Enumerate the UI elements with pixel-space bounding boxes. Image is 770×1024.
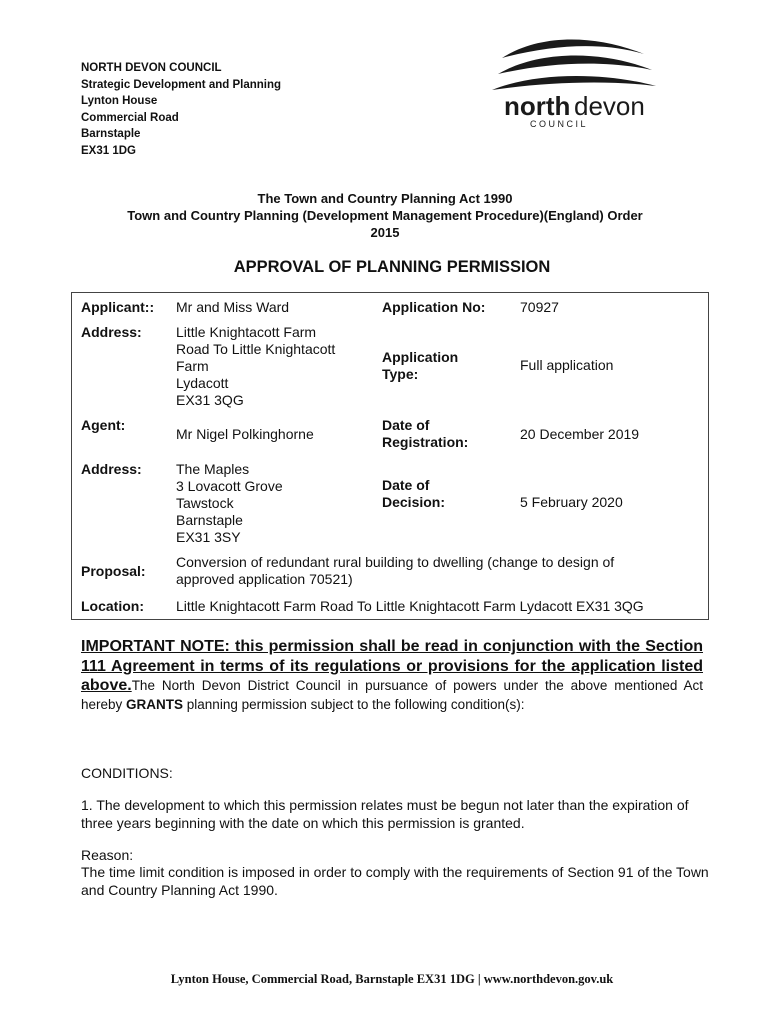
address-value [176, 324, 335, 409]
page-footer: Lynton House, Commercial Road, Barnstaple EX31 1DG | www.northdevon.gov.uk [170, 972, 614, 986]
application-details-box [71, 292, 709, 620]
proposal-value [176, 554, 614, 588]
date-decision-label-line: Date of [382, 477, 430, 493]
notice-text-after: planning permission subject to the following condition(s): [183, 696, 525, 712]
reason-heading: Reason: [81, 847, 134, 863]
date-registration-label-line: Date of [382, 417, 430, 433]
important-notice [81, 637, 703, 713]
reason-text: The time limit condition is imposed in order to comply with the requirements of Section 91 of the Town and Country Planning Act 1990. [81, 864, 709, 898]
agent-address-label: Address: [81, 461, 142, 477]
proposal-label: Proposal: [81, 563, 146, 579]
council-address-line: EX31 1DG [81, 144, 136, 157]
proposal-line: approved application 70521) [176, 571, 353, 587]
date-decision-label [382, 477, 445, 511]
address-line: Lydacott [176, 375, 229, 391]
agent-label: Agent: [81, 417, 126, 433]
council-address-line: Barnstaple [81, 128, 141, 140]
agent-address-line: 3 Lovacott Grove [176, 478, 283, 494]
location-value: Little Knightacott Farm Road To Little Knightacott Farm Lydacott EX31 3QG [176, 598, 644, 614]
council-address-line: Strategic Development and Planning [81, 78, 282, 91]
act-headings [60, 190, 710, 241]
page-title: APPROVAL OF PLANNING PERMISSION [233, 258, 551, 276]
address-line: EX31 3QG [176, 392, 244, 408]
application-type-value: Full application [520, 357, 614, 373]
agent-address-line: Barnstaple [176, 512, 243, 528]
address-line: Road To Little Knightacott [176, 341, 336, 357]
applicant-label: Applicant:: [81, 299, 155, 315]
order-line: Town and Country Planning (Development Management Procedure)(England) Order [127, 208, 643, 223]
agent-address-line: Tawstock [176, 495, 234, 511]
council-address-line: Commercial Road [81, 111, 179, 124]
logo-word-devon: devon [574, 91, 645, 121]
agent-address-line: The Maples [176, 461, 250, 477]
application-type-label-line: Application [382, 349, 459, 365]
proposal-line: Conversion of redundant rural building to dwelling (change to design of [176, 554, 615, 570]
council-address-line: Lynton House [81, 95, 158, 107]
application-type-label [382, 349, 458, 383]
condition-1: 1. The development to which this permission relates must be begun not later than the expiration of three years beginning with the date on which this permission is granted. [81, 797, 689, 831]
notice-text-before: The North Devon District Council in pursuance of powers under the above mentioned Act hereby [81, 678, 703, 712]
applicant-value: Mr and Miss Ward [176, 299, 290, 315]
council-address-line: NORTH DEVON COUNCIL [81, 62, 222, 74]
address-line: Farm [176, 358, 209, 374]
council-address [81, 60, 281, 159]
order-year-line: 2015 [370, 225, 400, 240]
date-registration-label-line: Registration: [382, 434, 469, 450]
agent-address-line: EX31 3SY [176, 529, 241, 545]
address-line: Little Knightacott Farm [176, 324, 317, 340]
act-line: The Town and Country Planning Act 1990 [257, 191, 513, 206]
application-no-label: Application No: [382, 299, 486, 315]
agent-value: Mr Nigel Polkinghorne [176, 426, 314, 442]
conditions-heading: CONDITIONS: [81, 765, 173, 781]
north-devon-council-logo [484, 36, 670, 132]
date-registration-value: 20 December 2019 [520, 426, 640, 442]
application-type-label-line: Type: [382, 366, 419, 382]
grants-text: GRANTS [126, 696, 184, 712]
date-registration-label [382, 417, 468, 451]
logo-word-council: C O U N C I L [530, 119, 586, 129]
logo-word-north: north [504, 91, 571, 121]
address-label: Address: [81, 324, 142, 340]
date-decision-label-line: Decision: [382, 494, 446, 510]
application-no-value: 70927 [520, 299, 559, 315]
logo-wave-icon [484, 36, 670, 132]
important-note: IMPORTANT NOTE: this permission shall be read in conjunction with the Section 111 Agreement in terms of its regulations or provisions for the application listed above. [81, 638, 703, 694]
agent-address-value [176, 461, 283, 546]
date-decision-value: 5 February 2020 [520, 494, 623, 510]
location-label: Location: [81, 598, 144, 614]
